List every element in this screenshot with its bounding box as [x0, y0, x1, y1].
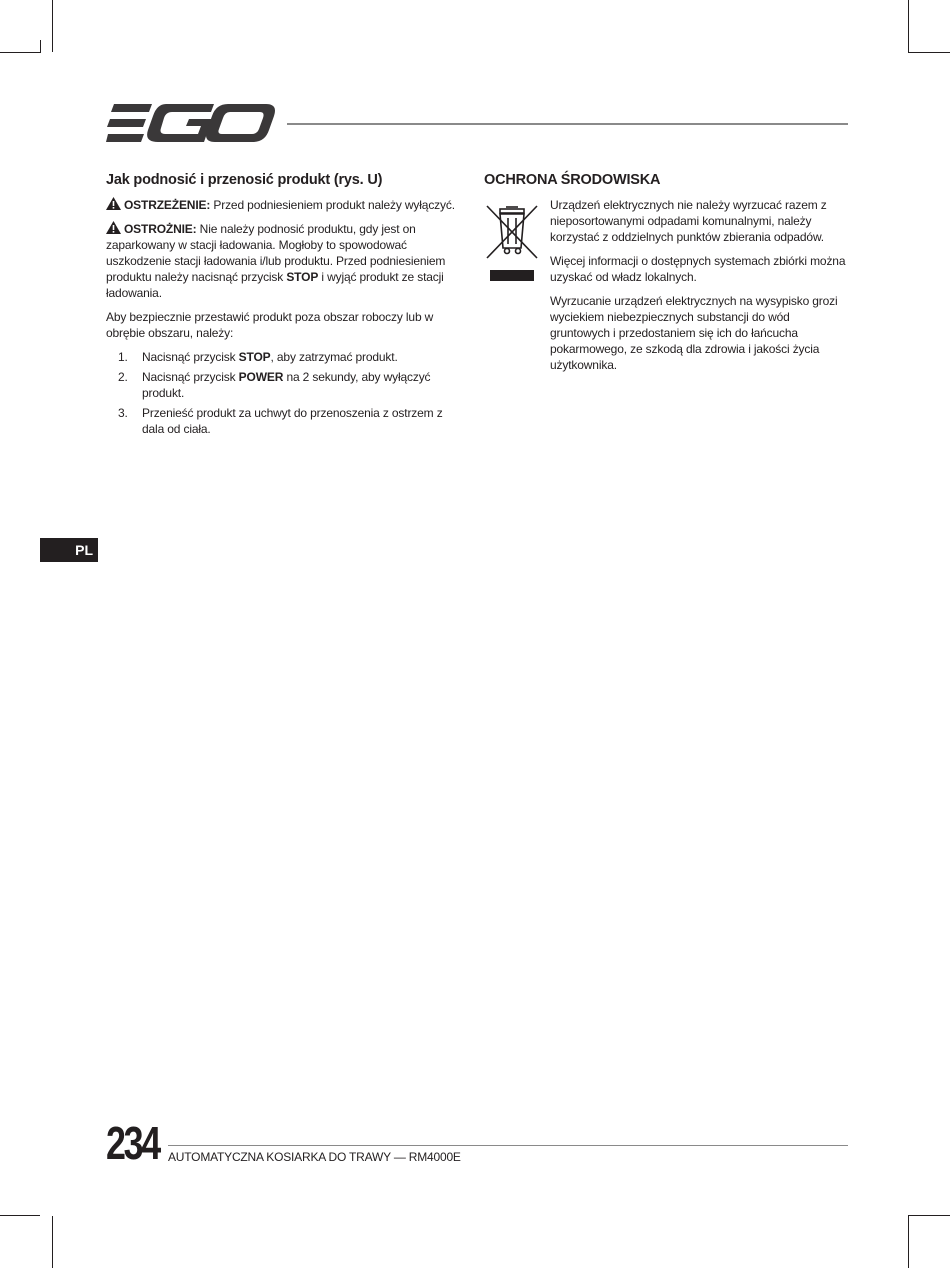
caution-note	[106, 221, 466, 301]
crop-mark	[908, 1215, 950, 1216]
step-text: , aby zatrzymać produkt.	[270, 350, 398, 364]
warning-text: Przed podniesieniem produkt należy wyłączyć.	[210, 198, 455, 212]
crop-mark	[908, 1216, 909, 1268]
crop-mark	[908, 52, 950, 53]
caution-label: OSTROŻNIE:	[124, 222, 197, 236]
ego-logo	[106, 104, 276, 142]
list-item	[106, 405, 466, 437]
list-item	[106, 369, 466, 401]
footer-rule	[168, 1145, 848, 1146]
step-text: Nacisnąć przycisk	[142, 350, 239, 364]
caution-stop: STOP	[286, 270, 319, 284]
environment-heading: OCHRONA ŚRODOWISKA	[484, 172, 661, 188]
step-bold: STOP	[238, 350, 271, 364]
step-number: 3.	[118, 406, 128, 420]
step-bold: POWER	[238, 370, 284, 384]
page-number: 234	[106, 1117, 159, 1169]
environment-text	[550, 197, 850, 381]
warning-icon	[106, 197, 121, 210]
caution-text-a: Nie należy podnosić produktu, gdy jest on zaparkowany w stacji ładowania. Mogłoby to spowodować uszkodzenie stacji ładowania i/lub produktu. Przed podniesieniem produktu należy nacisnąć przycisk	[106, 222, 446, 284]
list-item	[106, 349, 466, 365]
env-paragraph: Więcej informacji o dostępnych systemach zbiórki można uzyskać od władz lokalnych.	[550, 254, 846, 284]
crop-mark	[0, 52, 40, 53]
step-number: 1.	[118, 350, 128, 364]
step-text: na 2 sekundy, aby wyłączyć produkt.	[142, 370, 431, 400]
warning-label: OSTRZEŻENIE:	[124, 198, 211, 212]
steps-list	[106, 349, 466, 437]
env-paragraph: Wyrzucanie urządzeń elektrycznych na wysypisko grozi wyciekiem niebezpiecznych substancji do wód gruntowych i przedostaniem się ich do łańcucha pokarmowego, ze szkodą dla zdrowia i jakości życia użytkownika.	[550, 294, 838, 372]
step-text: Przenieść produkt za uchwyt do przenoszenia z ostrzem z dala od ciała.	[142, 406, 443, 436]
lifting-heading: Jak podnosić i przenosić produkt (rys. U)	[106, 172, 383, 188]
crop-mark	[40, 40, 41, 53]
crop-mark	[0, 1215, 40, 1216]
crossed-bin-icon	[484, 202, 540, 286]
crop-mark	[52, 0, 53, 52]
warning-note	[106, 197, 466, 213]
caution-icon	[106, 221, 121, 234]
environment-section	[484, 172, 854, 372]
step-number: 2.	[118, 370, 128, 384]
env-paragraph: Urządzeń elektrycznych nie należy wyrzucać razem z nieposortowanymi odpadami komunalnymi, należy korzystać z oddzielnych punktów zbierania odpadów.	[550, 198, 827, 244]
header-rule	[287, 123, 848, 125]
step-text: Nacisnąć przycisk	[142, 370, 239, 384]
lifting-section	[106, 172, 466, 441]
caution-text-b: i wyjąć produkt ze stacji ładowania.	[106, 270, 444, 300]
footer-title: AUTOMATYCZNA KOSIARKA DO TRAWY — RM4000E	[168, 1150, 461, 1164]
crop-mark	[52, 1216, 53, 1268]
language-tab: PL	[40, 538, 98, 562]
intro-text: Aby bezpiecznie przestawić produkt poza obszar roboczy lub w obrębie obszaru, należy:	[106, 310, 434, 340]
crop-mark	[908, 0, 909, 52]
